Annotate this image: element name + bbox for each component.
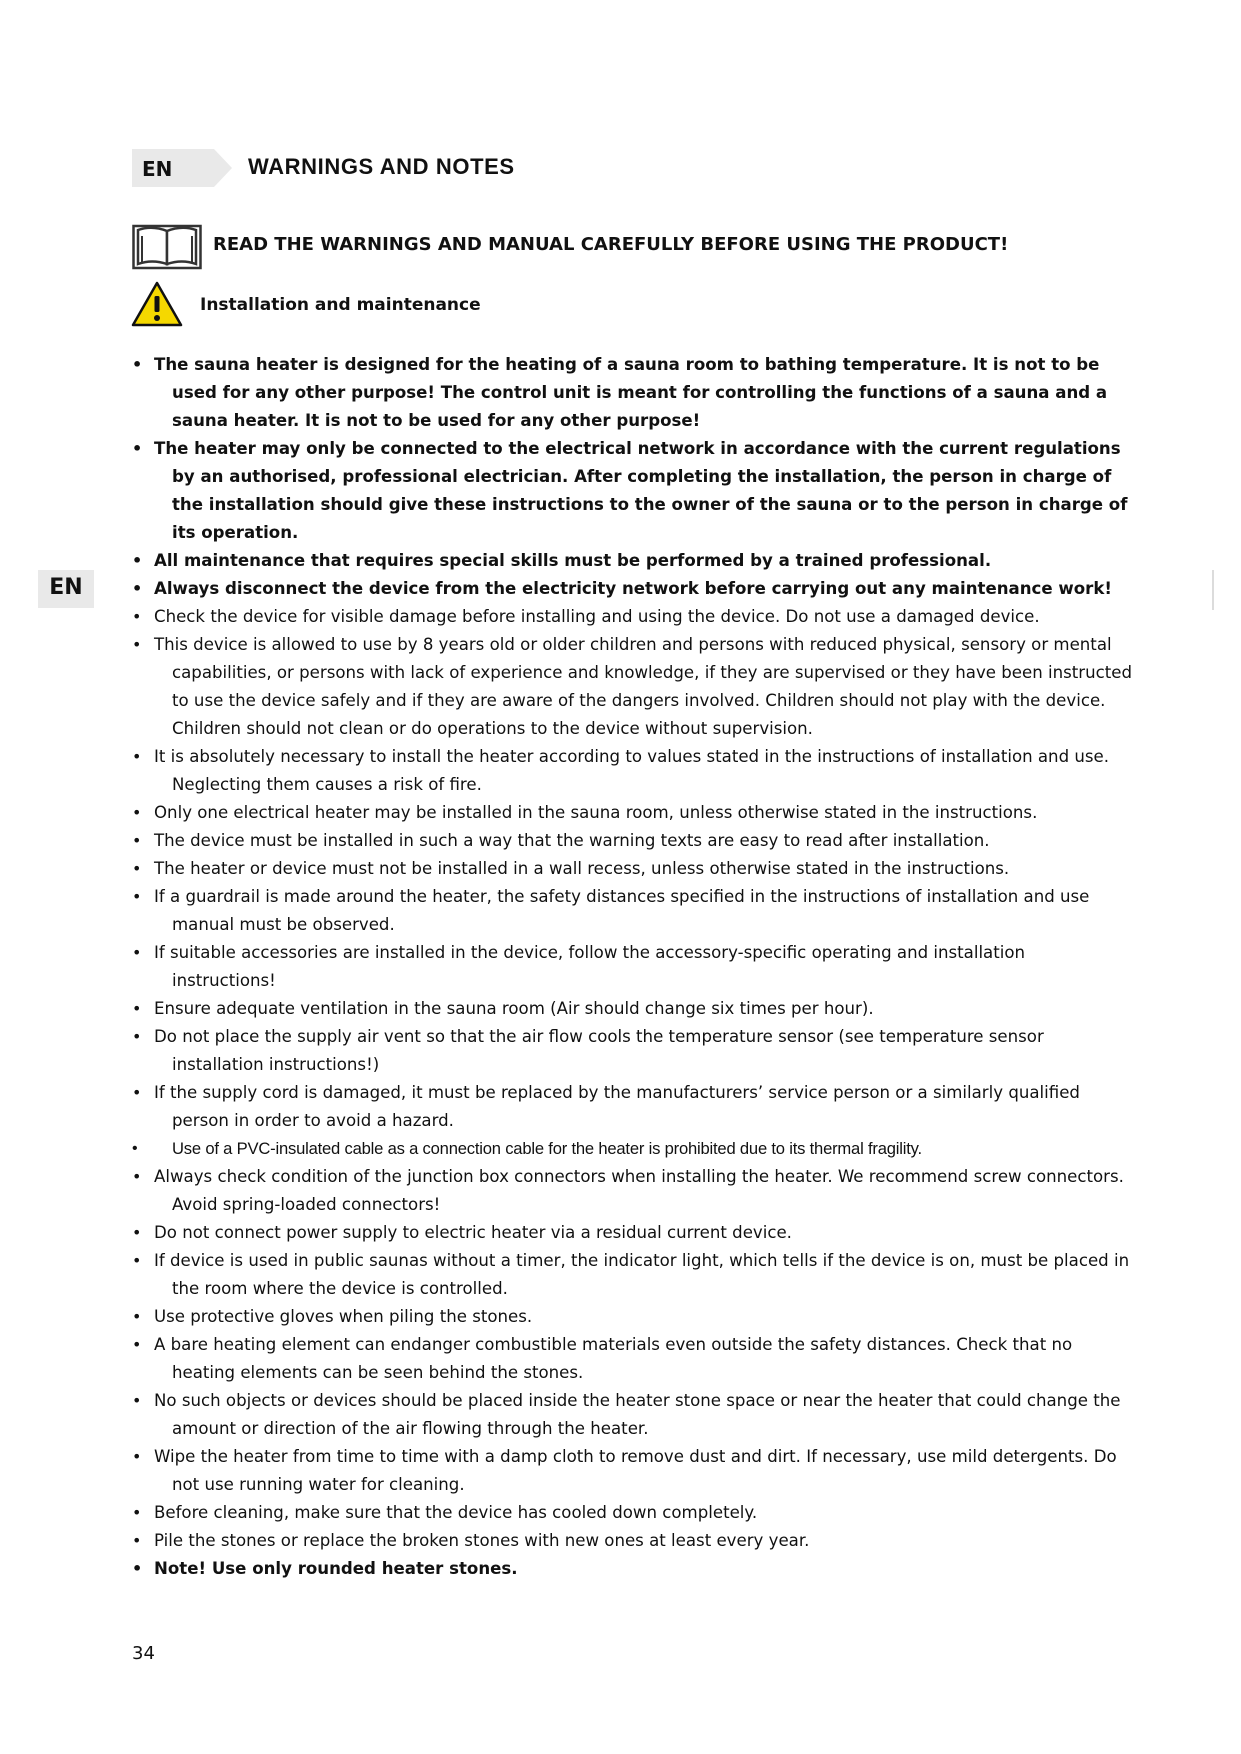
list-item <box>132 1331 1132 1387</box>
bullet-icon: • <box>132 1307 142 1326</box>
list-item-text: Note! Use only rounded heater stones. <box>154 1559 518 1578</box>
list-item-text: The heater or device must not be installed in a wall recess, unless otherwise stated in the instructions. <box>154 859 1010 878</box>
list-item <box>132 575 1132 603</box>
list-item <box>132 1023 1132 1079</box>
page-number: 34 <box>132 1643 155 1664</box>
list-item-text: The heater may only be connected to the electrical network in accordance with the current regulations by an authorised, professional electrician. After completing the installation, the person in charge of the installation should give these instructions to the owner of the sauna or to the person in charge of its operation. <box>154 439 1128 542</box>
list-item-text: A bare heating element can endanger combustible materials even outside the safety distances. Check that no heating elements can be seen behind the stones. <box>154 1335 1073 1382</box>
bullet-icon: • <box>132 1223 142 1242</box>
list-item <box>132 1499 1132 1527</box>
list-item <box>132 883 1132 939</box>
list-item-text: If a guardrail is made around the heater, the safety distances specified in the instructions of installation and use manual must be observed. <box>154 887 1090 934</box>
list-item <box>132 1387 1132 1443</box>
bullet-icon: • <box>132 1531 142 1550</box>
bullet-icon: • <box>132 803 142 822</box>
list-item-text: If suitable accessories are installed in the device, follow the accessory-specific operating and installation instructions! <box>154 943 1026 990</box>
list-item-text: If the supply cord is damaged, it must be replaced by the manufacturers’ service person or a similarly qualified person in order to avoid a hazard. <box>154 1083 1080 1130</box>
list-item <box>132 1247 1132 1303</box>
list-item <box>132 1135 1132 1163</box>
bullet-icon: • <box>132 1251 142 1270</box>
side-language-tab <box>38 570 94 608</box>
bullet-icon: • <box>132 747 142 766</box>
list-item <box>132 1163 1132 1219</box>
list-item-text: Ensure adequate ventilation in the sauna room (Air should change six times per hour). <box>154 999 874 1018</box>
list-item-text: Pile the stones or replace the broken stones with new ones at least every year. <box>154 1531 810 1550</box>
list-item <box>132 603 1132 631</box>
bullet-icon: • <box>132 831 142 850</box>
list-item-text: The sauna heater is designed for the heating of a sauna room to bathing temperature. It is not to be used for any other purpose! The control unit is meant for controlling the functions of a sauna and a sauna heater. It is not to be used for any other purpose! <box>154 355 1108 430</box>
bullet-icon: • <box>132 439 143 458</box>
bullet-icon: • <box>132 1447 142 1466</box>
list-item <box>132 1555 1132 1583</box>
list-item <box>132 827 1132 855</box>
bullet-icon: • <box>132 887 142 906</box>
list-item <box>132 1443 1132 1499</box>
list-item <box>132 1079 1132 1135</box>
read-manual-warning: READ THE WARNINGS AND MANUAL CAREFULLY BEFORE USING THE PRODUCT! <box>213 234 1009 255</box>
bullet-icon: • <box>132 999 142 1018</box>
list-item <box>132 435 1132 547</box>
warning-triangle-icon <box>131 281 183 327</box>
bullet-icon: • <box>132 607 142 626</box>
list-item-text: Always disconnect the device from the electricity network before carrying out any maintenance work! <box>154 579 1112 598</box>
list-item <box>132 351 1132 435</box>
list-item-text: All maintenance that requires special skills must be performed by a trained professional. <box>154 551 992 570</box>
list-item <box>132 631 1132 743</box>
language-tab <box>132 149 232 187</box>
bullet-icon: • <box>132 1391 142 1410</box>
list-item-text: Always check condition of the junction box connectors when installing the heater. We recommend screw connectors. Avoid spring-loaded connectors! <box>154 1167 1124 1214</box>
bullet-icon: • <box>132 1559 143 1578</box>
list-item-text: No such objects or devices should be placed inside the heater stone space or near the heater that could change the amount or direction of the air flowing through the heater. <box>154 1391 1121 1438</box>
right-edge-mark <box>1212 570 1214 610</box>
side-language-tab-label: EN <box>49 575 83 600</box>
list-item-text: Use of a PVC-insulated cable as a connection cable for the heater is prohibited due to its thermal fragility. <box>172 1139 922 1158</box>
bullet-icon: • <box>132 1140 138 1157</box>
bullet-icon: • <box>132 1503 142 1522</box>
list-item <box>132 1303 1132 1331</box>
list-item-text: Do not connect power supply to electric heater via a residual current device. <box>154 1223 792 1242</box>
list-item <box>132 939 1132 995</box>
bullet-icon: • <box>132 1027 142 1046</box>
list-item <box>132 799 1132 827</box>
list-item-text: Before cleaning, make sure that the device has cooled down completely. <box>154 1503 758 1522</box>
list-item-text: Wipe the heater from time to time with a damp cloth to remove dust and dirt. If necessary, use mild detergents. Do not use running water for cleaning. <box>154 1447 1117 1494</box>
list-item <box>132 1527 1132 1555</box>
list-item <box>132 995 1132 1023</box>
list-item-text: Only one electrical heater may be installed in the sauna room, unless otherwise stated in the instructions. <box>154 803 1038 822</box>
bullet-icon: • <box>132 859 142 878</box>
bullet-icon: • <box>132 579 143 598</box>
list-item-text: The device must be installed in such a way that the warning texts are easy to read after installation. <box>154 831 990 850</box>
bullet-icon: • <box>132 1083 142 1102</box>
language-tab-label: EN <box>142 157 173 181</box>
bullet-icon: • <box>132 943 142 962</box>
bullet-icon: • <box>132 635 142 654</box>
bullet-icon: • <box>132 1167 142 1186</box>
list-item-text: If device is used in public saunas without a timer, the indicator light, which tells if the device is on, must be placed in the room where the device is controlled. <box>154 1251 1130 1298</box>
list-item <box>132 743 1132 799</box>
bullet-icon: • <box>132 551 143 570</box>
bullet-icon: • <box>132 355 143 374</box>
list-item-text: Do not place the supply air vent so that the air flow cools the temperature sensor (see temperature sensor installation instructions!) <box>154 1027 1044 1074</box>
list-item <box>132 855 1132 883</box>
page-title: WARNINGS AND NOTES <box>248 154 515 179</box>
bullet-icon: • <box>132 1335 142 1354</box>
list-item-text: Check the device for visible damage before installing and using the device. Do not use a damaged device. <box>154 607 1040 626</box>
section-heading: Installation and maintenance <box>200 295 481 315</box>
list-item <box>132 1219 1132 1247</box>
list-item-text: It is absolutely necessary to install the heater according to values stated in the instructions of installation and use. Neglecting them causes a risk of fire. <box>154 747 1110 794</box>
list-item-text: This device is allowed to use by 8 years old or older children and persons with reduced physical, sensory or mental capabilities, or persons with lack of experience and knowledge, if they are supervised or they have been instructed to use the device safely and if they are aware of the dangers involved. Children should not play with the device. Children should not clean or do operations to the device without supervision. <box>154 635 1132 738</box>
book-icon <box>132 222 202 270</box>
list-item-text: Use protective gloves when piling the stones. <box>154 1307 533 1326</box>
list-item <box>132 547 1132 575</box>
warnings-list <box>132 351 1132 1583</box>
